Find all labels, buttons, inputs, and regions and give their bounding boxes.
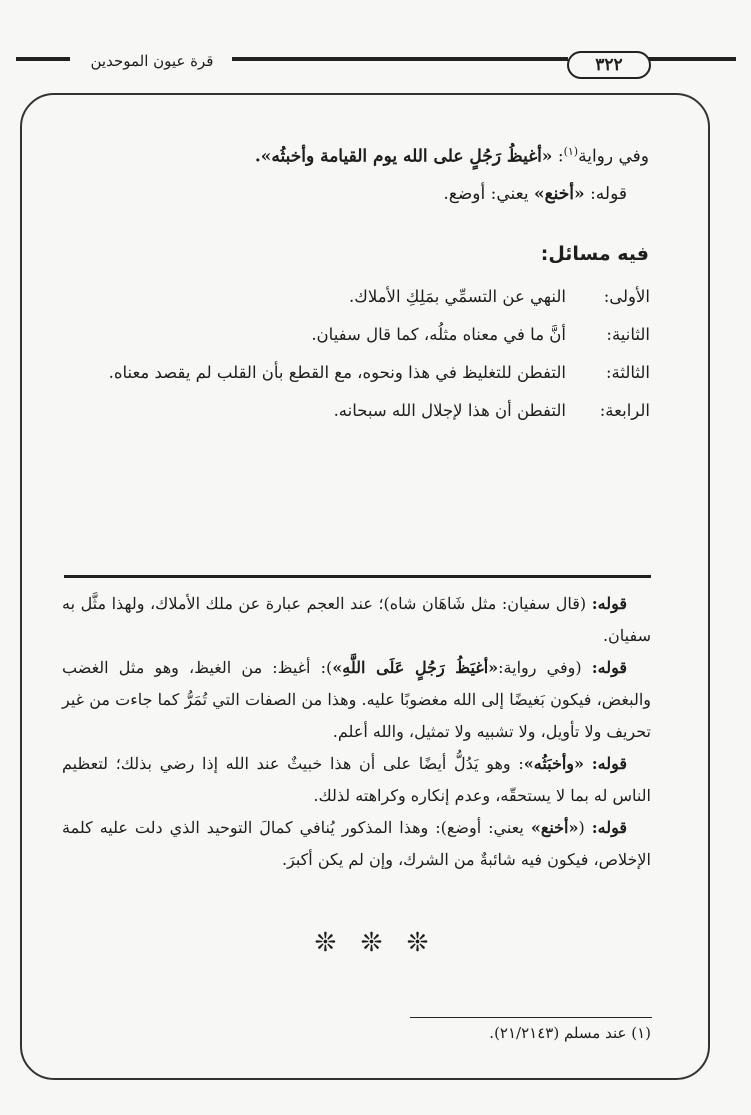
- qawluhu-rest: يعني: أوضع.: [443, 184, 529, 204]
- footnote-rule: [410, 1017, 652, 1018]
- ornament-stars: ❊ ❊ ❊: [314, 928, 437, 958]
- masala-label: الأولى:: [603, 287, 650, 306]
- masala-item: [60, 358, 650, 388]
- sharh-lead: قوله:: [591, 658, 628, 677]
- sharh-text: يعني: أوضع): وهذا المذكور يُنافي كمالَ التوحيد الذي دلت عليه كلمة الإخلاص، فيكون فيه شائبةٌ من الشرك، وإن لم يكن أكبرَ.: [62, 818, 651, 869]
- masala-label: الثالثة:: [605, 363, 650, 382]
- sharh-text: ): أغيظ: من الغيظ، وهو مثل الغضب والبغض، فيكون بَغيضًا إلى الله مغضوبًا عليه. وهذا من الصفات التي تُمَرُّ كما جاءت من غير تحريف ولا تأويل، ولا تشبيه ولا تمثيل، والله أعلم.: [62, 658, 651, 741]
- masala-label: الرابعة:: [599, 401, 650, 420]
- sharh-paragraph: [62, 652, 651, 748]
- sharh-paragraph: [62, 812, 651, 876]
- masala-text: أنَّ ما في معناه مثلُه، كما قال سفيان.: [311, 325, 566, 344]
- qawluhu-word: «أخنع»: [533, 184, 585, 204]
- sharh-paragraph: [62, 748, 651, 812]
- masail-heading: فيه مسائل:: [540, 243, 649, 265]
- sharh-quote: «أخنع»: [530, 818, 579, 837]
- masala-text: التفطن للتغليظ في هذا ونحوه، مع القطع بأن القلب لم يقصد معناه.: [108, 363, 566, 382]
- header-rule-mid: [232, 57, 568, 61]
- masala-item: [60, 396, 650, 426]
- sharh-body: [62, 588, 651, 876]
- footnote-text: عند مسلم (٢١/٢١٤٣).: [489, 1024, 627, 1042]
- sharh-paragraph: [62, 588, 651, 652]
- qawluhu-intro: قوله:: [590, 184, 627, 204]
- sharh-pre: (: [578, 818, 585, 837]
- sharh-lead: قوله:: [591, 754, 627, 773]
- header-rule-right: [646, 57, 736, 61]
- header-rule-left: [16, 57, 70, 61]
- sharh-lead: قوله:: [591, 818, 627, 837]
- masala-text: التفطن أن هذا لإجلال الله سبحانه.: [333, 401, 566, 420]
- sharh-text: (قال سفيان: مثل شَاهَان شاه)؛ عند العجم عبارة عن ملك الأملاك، ولهذا مثَّل به سفيان.: [62, 594, 651, 645]
- page-number: ٣٢٢: [567, 51, 651, 79]
- riwaya-intro: وفي رواية: [578, 146, 649, 167]
- riwaya-sep: :: [557, 146, 564, 167]
- qawluhu-line: [87, 180, 627, 208]
- masala-item: [60, 282, 650, 312]
- footnote: [300, 1024, 651, 1042]
- matn-sharh-separator: [64, 575, 651, 578]
- masala-text: النهي عن التسمِّي بمَلِكِ الأملاك.: [349, 287, 566, 306]
- running-header-title: قرة عيون الموحدين: [90, 52, 214, 70]
- riwaya-line: [89, 138, 649, 171]
- footnote-ref[interactable]: (١): [563, 145, 579, 158]
- footnote-marker: (١): [631, 1024, 651, 1042]
- sharh-text: : وهو يَدُلُّ أيضًا على أن هذا خبيثٌ عند الله إذا رضي بذلك؛ لتعظيم الناس له بما لا يستحقّه، وعدم إنكاره وكراهته لذلك.: [62, 754, 651, 805]
- sharh-quote: «أغيَظُ رَجُلٍ عَلَى اللَّهِ»: [332, 658, 499, 677]
- sharh-lead: قوله:: [591, 594, 627, 613]
- riwaya-quote: «أغيظُ رَجُلٍ على الله يوم القيامة وأخبثُه».: [254, 146, 553, 167]
- masail-list: [60, 282, 650, 426]
- masala-label: الثانية:: [606, 325, 650, 344]
- sharh-quote: «وأخبَثُه»: [523, 754, 585, 773]
- sharh-pre: (وفي رواية:: [498, 658, 582, 677]
- masala-item: [60, 320, 650, 350]
